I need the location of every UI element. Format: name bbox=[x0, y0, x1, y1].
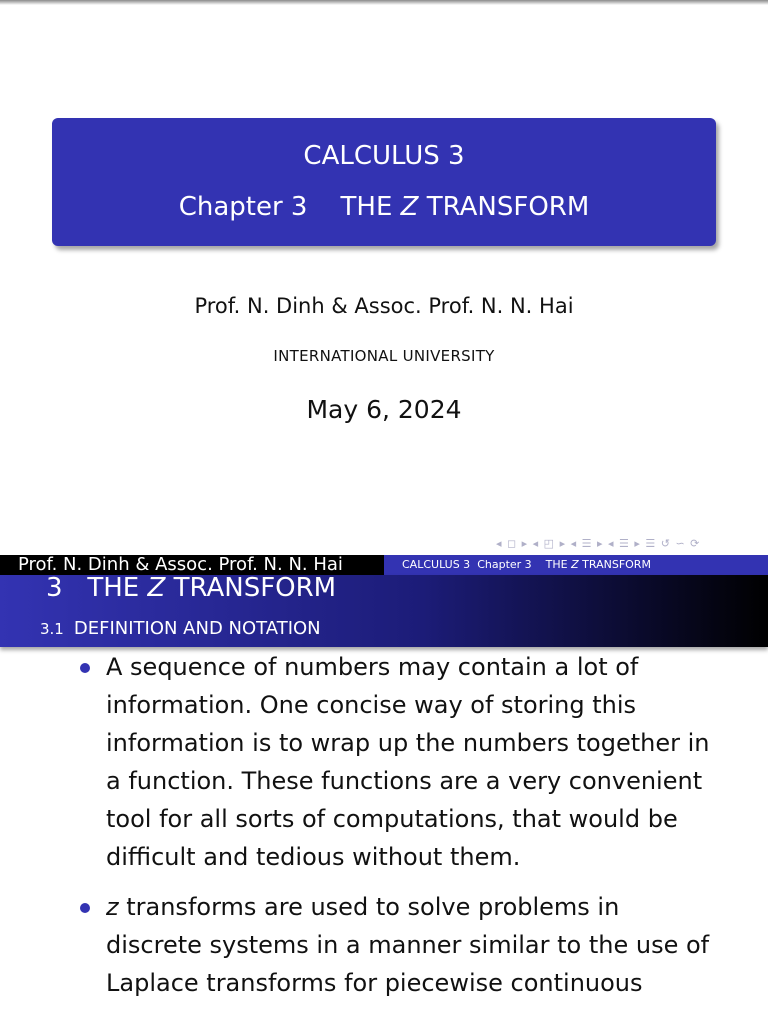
bullet-icon bbox=[80, 663, 90, 673]
slide-date: May 6, 2024 bbox=[306, 395, 462, 424]
subsection-text: DEFINITION AND NOTATION bbox=[73, 618, 321, 639]
frame-title-bar bbox=[0, 575, 768, 647]
section-transform: TRANSFORM bbox=[173, 573, 337, 603]
subtitle-the: THE bbox=[340, 192, 393, 222]
footline-transform: TRANSFORM bbox=[582, 558, 651, 571]
slide-subtitle bbox=[52, 191, 716, 223]
footline-the: THE bbox=[545, 558, 568, 571]
footline-z: Z bbox=[571, 558, 579, 571]
section-the: THE bbox=[87, 573, 140, 603]
subsection-title bbox=[40, 617, 321, 641]
footline-authors: Prof. N. Dinh & Assoc. Prof. N. N. Hai bbox=[0, 555, 384, 575]
list-item bbox=[0, 888, 768, 1002]
section-z: Z bbox=[147, 573, 166, 603]
section-title bbox=[46, 575, 336, 601]
frame-content bbox=[0, 648, 768, 1002]
slide-authors: Prof. N. Dinh & Assoc. Prof. N. N. Hai bbox=[194, 294, 574, 318]
list-item bbox=[0, 648, 768, 876]
slide-institute: INTERNATIONAL UNIVERSITY bbox=[273, 347, 495, 365]
subtitle-chapter: Chapter 3 bbox=[178, 192, 308, 222]
title-block bbox=[52, 118, 716, 246]
slide-title: CALCULUS 3 bbox=[303, 141, 465, 171]
bullet-lead-z: z bbox=[106, 893, 119, 921]
bullet-text: A sequence of numbers may contain a lot of information. One concise way of storing this information is to wrap up the numbers together in a function. These functions are a very convenient tool for all sorts of computations, that would be difficult and tedious without them. bbox=[106, 653, 710, 871]
footline bbox=[0, 555, 768, 575]
subtitle-transform: TRANSFORM bbox=[426, 192, 590, 222]
subtitle-z: Z bbox=[400, 192, 419, 222]
subsection-number: 3.1 bbox=[40, 620, 64, 638]
footline-title bbox=[384, 555, 768, 575]
section-number: 3 bbox=[46, 573, 63, 603]
beamer-navigation-icons[interactable]: ◂ ◻ ▸ ◂ ◰ ▸ ◂ ☰ ▸ ◂ ☰ ▸ ☰ ↺ ∽ ⟳ bbox=[496, 537, 701, 550]
footline-course: CALCULUS 3 bbox=[402, 558, 471, 571]
footline-chapter: Chapter 3 bbox=[477, 558, 532, 571]
bullet-text: transforms are used to solve problems in discrete systems in a manner similar to the use of Laplace transforms for piecewise continuous bbox=[106, 893, 710, 997]
top-edge-shadow bbox=[0, 0, 768, 5]
bullet-icon bbox=[80, 903, 90, 913]
